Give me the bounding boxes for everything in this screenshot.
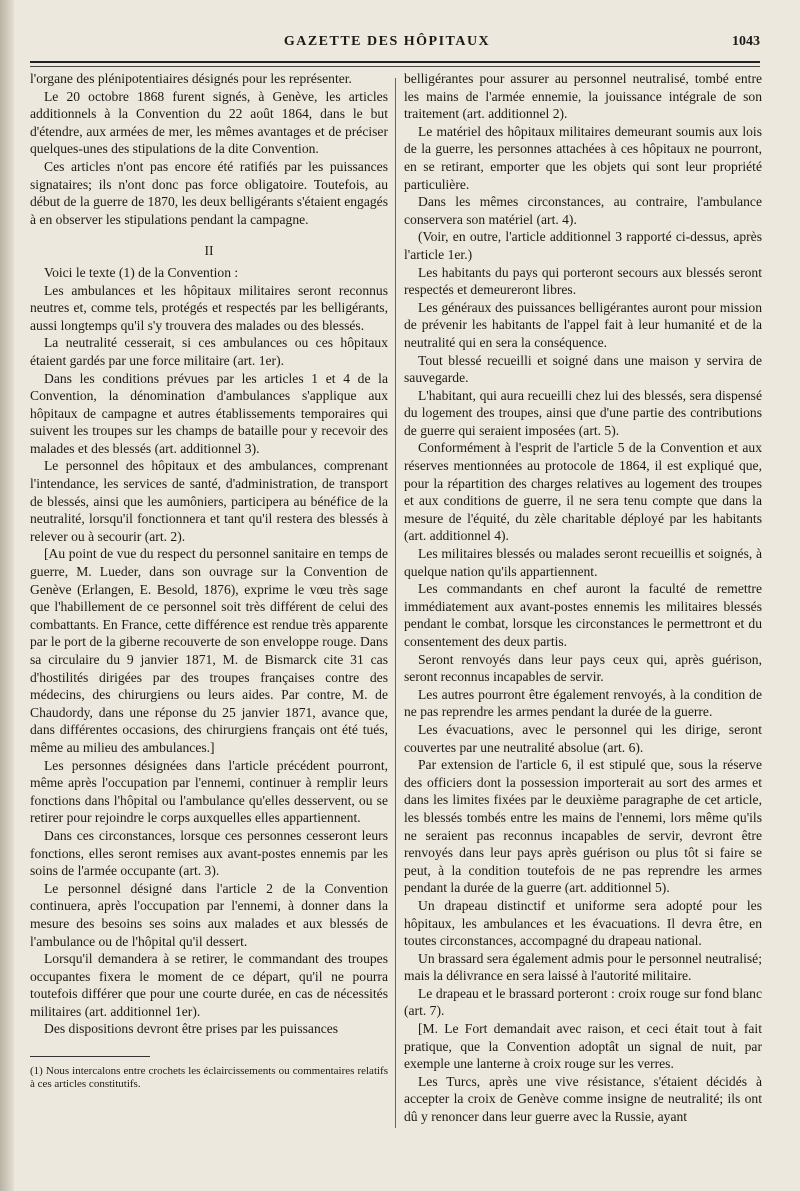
paragraph: Les personnes désignées dans l'article précédent pourront, même après l'occupation par l'ennemi, continuer à remplir leurs fonctions dans l'hôpital ou l'ambulance qu'elles desservent, ou se retirer pour rejoindre le corps auxquelles elles appartiennent. [30, 757, 388, 826]
page-number: 1043 [732, 34, 760, 49]
paragraph: Un drapeau distinctif et uniforme sera adopté pour les hôpitaux, les ambulances et les évacuations. Il devra être, en toutes circonstances, accompagné du drapeau national. [404, 897, 762, 949]
paragraph: Les Turcs, après une vive résistance, s'étaient décidés à accepter la croix de Genève comme insigne de neutralité; ils ont dû y renoncer dans leur guerre avec la Russie, ayant [404, 1073, 762, 1125]
paragraph: Lorsqu'il demandera à se retirer, le commandant des troupes occupantes fixera le moment de ce départ, qu'il ne pourra toutefois différer que pour une courte durée, en cas de nécessités militaires (art. additionnel 1er). [30, 951, 388, 1019]
paragraph: Le 20 octobre 1868 furent signés, à Genève, les articles additionnels à la Convention du 22 août 1864, dans le but d'étendre, aux armées de mer, les mêmes avantages et de préciser quelques-unes des stipulations de la dite Convention. [30, 88, 388, 157]
paragraph: Les évacuations, avec le personnel qui les dirige, seront couvertes par une neutralité absolue (art. 6). [404, 721, 762, 755]
paragraph: [M. Le Fort demandait avec raison, et ceci était tout à fait pratique, que la Convention adoptât un signal de nuit, par exemple une lanterne à croix rouge sur les verres. [404, 1021, 762, 1072]
paragraph: Les habitants du pays qui porteront secours aux blessés seront respectés et demeureront libres. [404, 264, 762, 298]
paragraph: Dans ces circonstances, lorsque ces personnes cesseront leurs fonctions, elles seront remises aux avant-postes ennemis par les soins de l'armée occupante (art. 3). [30, 827, 388, 879]
paragraph: Dans les conditions prévues par les articles 1 et 4 de la Convention, la dénomination d'ambulances s'applique aux hôpitaux de campagne et autres établissements temporaires qui suivent les troupes sur les champs de bataille pour y recevoir des malades et des blessés (art. additionnel 3). [30, 370, 388, 456]
column-divider [395, 78, 396, 1128]
paragraph: Dans les mêmes circonstances, au contraire, l'ambulance conservera son matériel (art. 4). [404, 194, 762, 227]
section-heading: II [204, 243, 214, 259]
paragraph: Les ambulances et les hôpitaux militaires seront reconnus neutres et, comme tels, protégés et respectés par les belligérants, aussi longtemps qu'il s'y trouvera des malades ou des blessés. [30, 282, 388, 333]
paragraph: Les commandants en chef auront la faculté de remettre immédiatement aux avant-postes ennemis les militaires blessés pendant le combat, lorsque les circonstances le permettront et du consentement des deux partis. [404, 581, 762, 649]
paragraph: Ces articles n'ont pas encore été ratifiés par les puissances signataires; ils n'ont donc pas force obligatoire. Toutefois, au début de la guerre de 1870, les deux belligérants s'étaient engagés à en observer les stipulations pendant la campagne. [30, 158, 388, 227]
paragraph: Les autres pourront être également renvoyés, à la condition de ne pas reprendre les armes pendant la durée de la guerre. [404, 686, 762, 720]
paragraph: Tout blessé recueilli et soigné dans une maison y servira de sauvegarde. [404, 352, 762, 386]
left-column [30, 70, 388, 1092]
running-title: GAZETTE DES HÔPITAUX [283, 34, 491, 49]
text-columns [30, 70, 770, 1170]
footnote-rule [30, 1056, 150, 1057]
paragraph: Les généraux des puissances belligérantes auront pour mission de prévenir les habitants de l'appel fait à leur humanité et de la neutralité qui en sera la conséquence. [404, 299, 762, 350]
paragraph: Un brassard sera également admis pour le personnel neutralisé; mais la délivrance en sera laissé à l'autorité militaire. [404, 950, 762, 984]
paragraph: Des dispositions devront être prises par les puissances [44, 1021, 339, 1037]
paragraph: La neutralité cesserait, si ces ambulances ou ces hôpitaux étaient gardés par une force militaire (art. 1er). [30, 335, 388, 368]
paragraph: Seront renvoyés dans leur pays ceux qui, après guérison, seront reconnus incapables de servir. [404, 651, 762, 685]
page-binding-shadow [0, 0, 14, 1191]
paragraph: L'habitant, qui aura recueilli chez lui des blessés, sera dispensé du logement des troupes, ainsi que d'une partie des contributions de guerre qui seraient imposées (art. 5). [404, 387, 762, 438]
paragraph: Les militaires blessés ou malades seront recueillis et soignés, à quelque nation qu'ils appartiennent. [404, 546, 762, 579]
page-header [14, 34, 760, 56]
paragraph: Le drapeau et le brassard porteront : croix rouge sur fond blanc (art. 7). [404, 985, 762, 1019]
paragraph: Par extension de l'article 6, il est stipulé que, sous la réserve des officiers dont la possession importerait au sort des armes et dans les limites fixées par le deuxième paragraphe de cet article, les blessés tombés entre les mains de l'ennemi, lors même qu'ils ne seraient pas reconnus incapables de servir, devront être renvoyés dans leur pays après guérison ou plus tôt si faire se peut, à la condition toutefois de ne pas reprendre les armes pendant la durée de la guerre (art. additionnel 5). [404, 757, 762, 896]
paragraph: [Au point de vue du respect du personnel sanitaire en temps de guerre, M. Lueder, dans son ouvrage sur la Convention de Genève (Erlangen, E. Besold, 1876), exprime le vœu très sage que l'habillement de ce personnel soit très différent de celui des combattants. En France, cette différence est rendue très apparente par le port de la giberne recouverte de son enveloppe rouge. Dans sa circulaire du 9 janvier 1871, M. de Bismarck cite 31 cas d'hostilités dirigées par des troupes françaises contre des médecins, des chirurgiens ou leurs aides. Par contre, M. de Chaudordy, dans une réponse du 25 janvier 1871, avance que, dans différentes occasions, des chirurgiens français ont été tués, même au milieu des ambulances.] [30, 546, 388, 755]
paragraph: Conformément à l'esprit de l'article 5 de la Convention et aux réserves mentionnées au protocole de 1864, il est expliqué que, pour la répartition des charges relatives au logement des troupes et aux conditions de guerre, il ne sera tenu compte que dans la mesure de l'équité, du zèle charitable déployé par les habitants (art. additionnel 4). [404, 440, 762, 544]
header-rule-thin [30, 66, 760, 67]
paragraph: Le personnel des hôpitaux et des ambulances, comprenant l'intendance, les services de santé, d'administration, de transport de blessés, ainsi que les aumôniers, participera au bénéfice de la neutralité, lorsqu'il fonctionnera et tant qu'il restera des blessés à relever ou à secourir (art. 2). [30, 458, 388, 544]
header-rule-thick [30, 61, 760, 63]
footnote: (1) Nous intercalons entre crochets les éclaircissements ou commentaires relatifs à ces articles constitutifs. [30, 1065, 388, 1091]
paragraph: belligérantes pour assurer au personnel neutralisé, tombé entre les mains de l'armée ennemie, la jouissance intégrale de son traitement (art. additionnel 2). [404, 71, 762, 122]
paragraph: Le matériel des hôpitaux militaires demeurant soumis aux lois de la guerre, les personnes attachées à ces hôpitaux ne pourront, en se retirant, emporter que les objets qui sont leur propriété particulière. [404, 123, 762, 192]
paragraph: (Voir, en outre, l'article additionnel 3 rapporté ci-dessus, après l'article 1er.) [404, 229, 762, 262]
paragraph: l'organe des plénipotentiaires désignés pour les représenter. [30, 71, 352, 86]
paragraph: Le personnel désigné dans l'article 2 de la Convention continuera, après l'occupation par l'ennemi, à donner dans la mesure des besoins ses soins aux malades et aux blessés de l'ambulance ou de l'hôpital qu'il dessert. [30, 880, 388, 949]
paragraph: Voici le texte (1) de la Convention : [44, 264, 239, 280]
right-column [404, 70, 762, 1126]
